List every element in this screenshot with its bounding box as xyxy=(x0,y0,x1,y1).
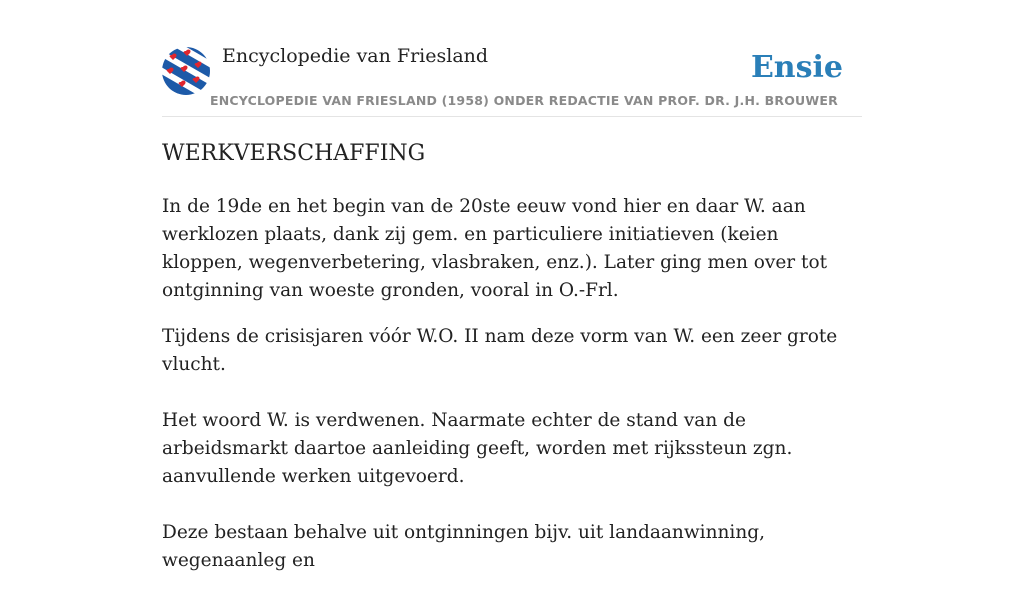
article-paragraph: Het woord W. is verdwenen. Naarmate echter de stand van de arbeidsmarkt daartoe aanleiding geeft, worden met rijkssteun zgn. aanvullende werken uitgevoerd. xyxy=(162,410,793,487)
ensie-brand-link[interactable]: Ensie xyxy=(750,50,843,85)
article xyxy=(162,138,862,593)
page-header xyxy=(162,45,862,117)
article-paragraph: Deze bestaan behalve uit ontginningen bijv. uit landaanwinning, wegenaanleg en xyxy=(162,522,765,571)
article-title: WERKVERSCHAFFING xyxy=(162,141,426,166)
article-paragraph: Tijdens de crisisjaren vóór W.O. II nam deze vorm van W. een zeer grote vlucht. xyxy=(162,326,838,375)
article-paragraph: In de 19de en het begin van de 20ste eeuw vond hier en daar W. aan werklozen plaats, dank zij gem. en particuliere initiatieven (keien kloppen, wegenverbetering, vlasbraken, enz.). Later ging men over tot ontginning van woeste gronden, vooral in O.-Frl. xyxy=(162,196,828,301)
frisian-flag-logo-icon[interactable] xyxy=(162,47,210,95)
site-subtitle: ENCYCLOPEDIE VAN FRIESLAND (1958) ONDER REDACTIE VAN PROF. DR. J.H. BROUWER xyxy=(210,93,838,108)
site-title[interactable]: Encyclopedie van Friesland xyxy=(222,45,489,67)
